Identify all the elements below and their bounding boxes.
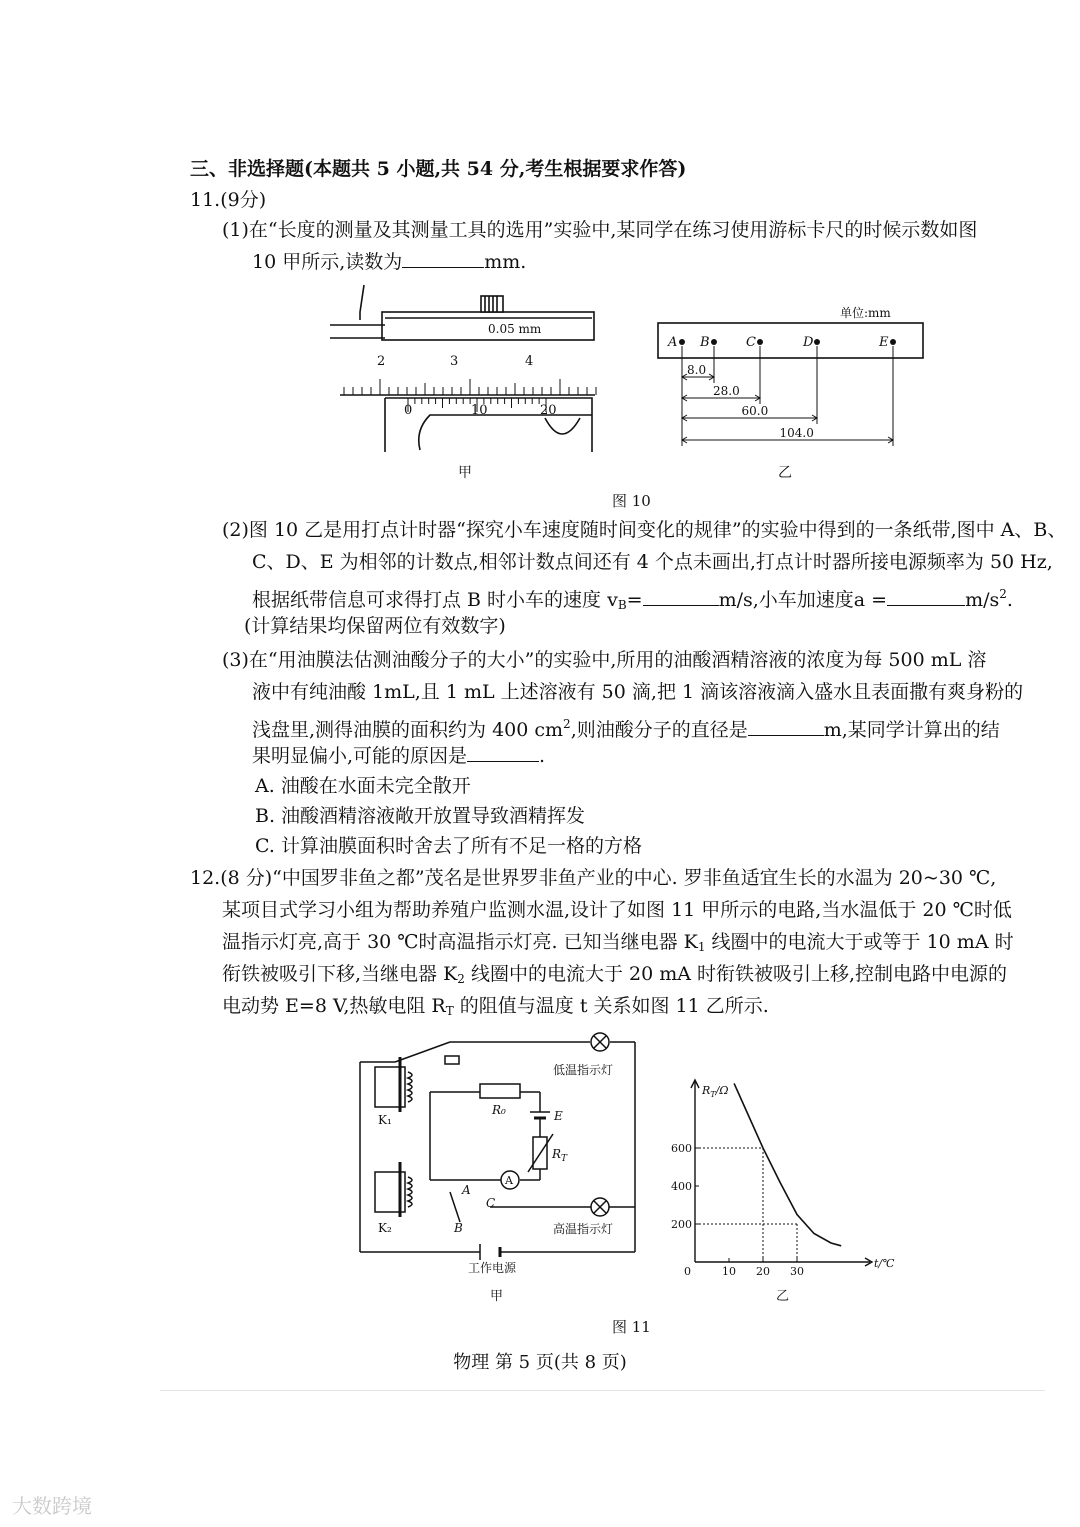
tape-dimensions	[682, 346, 893, 446]
answer-blank-reason	[467, 743, 539, 762]
figure-11-caption: 图 11	[612, 1318, 651, 1336]
q11-part3-line1: (3)在“用油膜法估测油酸分子的大小”的实验中,所用的油酸酒精溶液的浓度为每 500 mL 溶	[222, 649, 987, 671]
k2-armature	[450, 1192, 460, 1222]
k2-coil	[408, 1177, 412, 1207]
area-exponent: 2	[563, 717, 571, 731]
tape-point-b	[711, 339, 717, 345]
q11-part3-tail: m,某同学计算出的结	[823, 719, 1000, 741]
tape-point-c	[757, 339, 763, 345]
q11-part3-line4	[252, 742, 545, 770]
q11-header: 11.(9分)	[190, 189, 267, 211]
q11-part3-reason-text: 果明显偏小,可能的原因是	[252, 745, 468, 767]
main-scale-ticks	[344, 379, 596, 395]
caliper-caption: 甲	[458, 465, 472, 481]
tape-distance-label: 60.0	[741, 404, 769, 418]
section-title: 三、非选择题(本题共 5 小题,共 54 分,考生根据要求作答)	[190, 158, 687, 180]
rt-letter: R	[552, 1147, 562, 1161]
watermark: 大数跨境	[12, 1494, 92, 1518]
graph-xlabel: t/℃	[874, 1257, 895, 1270]
rt-label-subscript: T	[561, 1154, 568, 1164]
ylabel-letter: R	[702, 1084, 711, 1097]
tape-points	[667, 335, 896, 350]
answer-blank-caliper	[402, 249, 484, 268]
x-tick-label: 20	[756, 1265, 770, 1278]
tape-point-label: B	[700, 335, 710, 350]
footer-divider	[160, 1390, 1045, 1391]
thermistor-slash	[528, 1134, 553, 1172]
contact-c-label: C	[486, 1196, 496, 1210]
tape-unit: 单位:mm	[840, 306, 891, 320]
figure-11-graph	[660, 1072, 910, 1312]
vernier-body	[385, 398, 592, 452]
q12-line5-text: 电动势 E=8 V,热敏电阻 R	[222, 995, 446, 1017]
q11-part2-line1: (2)图 10 乙是用打点计时器“探究小车速度随时间变化的规律”的实验中得到的一条纸带,图中 A、B、	[222, 519, 1067, 541]
y-tick-label: 400	[671, 1180, 692, 1193]
tape-caption: 乙	[778, 465, 792, 481]
x-tick-label: 30	[790, 1265, 804, 1278]
graph-ticks	[671, 1142, 804, 1278]
main-label-2: 2	[377, 354, 386, 369]
rt-subscript: T	[445, 1004, 454, 1018]
page-footer: 物理 第 5 页(共 8 页)	[453, 1352, 627, 1373]
k1-label: K₁	[378, 1113, 392, 1127]
circuit-caption: 甲	[490, 1289, 504, 1304]
k2-label: K₂	[378, 1221, 392, 1235]
figure-10-caption: 图 10	[612, 492, 651, 510]
k1-contact	[445, 1056, 459, 1064]
q11-part3-diameter-text: ,则油酸分子的直径是	[570, 719, 748, 741]
graph-caption: 乙	[776, 1289, 790, 1304]
rt-label	[551, 1147, 568, 1164]
q12-line3-text: 温指示灯亮,高于 30 ℃时高温指示灯亮. 已知当继电器 K	[222, 931, 698, 953]
q11-part3-line2: 液中有纯油酸 1mL,且 1 mL 上述溶液有 50 滴,把 1 滴该溶液滴入盛水且表面撒有爽身粉的	[252, 681, 1024, 703]
period: .	[539, 745, 546, 767]
vernier-label-0: 0	[404, 403, 413, 418]
equals-sign: =	[626, 589, 643, 611]
q11-part2-note: (计算结果均保留两位有效数字)	[244, 615, 506, 637]
q11-part2-line2: C、D、E 为相邻的计数点,相邻计数点间还有 4 个点未画出,打点计时器所接电源频率为 50 Hz,	[252, 551, 1053, 573]
accel-unit: m/s	[965, 589, 1000, 611]
q11-part1-text: 10 甲所示,读数为	[252, 251, 403, 273]
option-c: C. 计算油膜面积时舍去了所有不足一格的方格	[255, 835, 642, 857]
q11-part3-area-text: 浅盘里,测得油膜的面积约为 400 cm	[252, 719, 564, 741]
r0-resistor	[480, 1084, 520, 1098]
answer-blank-diameter	[748, 717, 824, 736]
q12-line4	[222, 960, 1007, 993]
q11-part2-accel-text: m/s,小车加速度a =	[718, 589, 888, 611]
tape-point-label: C	[746, 335, 756, 350]
option-b: B. 油酸酒精溶液敞开放置导致酒精挥发	[255, 805, 586, 827]
q11-part2-velocity-text: 根据纸带信息可求得打点 B 时小车的速度 v	[252, 589, 618, 611]
vernier-caliper	[330, 285, 595, 452]
tape-point-label: A	[668, 335, 678, 350]
q12-line3	[222, 928, 1014, 961]
tape-distance-label: 28.0	[713, 384, 740, 398]
option-a: A. 油酸在水面未完全散开	[255, 775, 471, 797]
q12-line5	[222, 992, 769, 1025]
q12-line3-tail: 线圈中的电流大于或等于 10 mA 时	[705, 931, 1014, 953]
q11-part3-line3	[252, 710, 1000, 744]
k1-coil	[408, 1072, 412, 1102]
vernier-label-10: 10	[471, 403, 488, 418]
q11-part1-line1: (1)在“长度的测量及其测量工具的选用”实验中,某同学在练习使用游标卡尺的时候示数如图	[222, 219, 978, 241]
main-label-4: 4	[525, 354, 534, 369]
power-label: 工作电源	[468, 1261, 517, 1275]
tape-point-label: E	[879, 335, 889, 350]
tape-point-e	[890, 339, 896, 345]
period: .	[1006, 589, 1013, 611]
q12-line1: 12.(8 分)“中国罗非鱼之都”茂名是世界罗非鱼产业的中心. 罗非鱼适宜生长的水温为 20~30 ℃,	[190, 867, 997, 889]
graph-guides	[695, 1148, 797, 1262]
contact-a-label: A	[462, 1183, 471, 1197]
low-lamp-label: 低温指示灯	[553, 1063, 614, 1077]
vernier-thumb-rest	[545, 418, 580, 434]
velocity-subscript: B	[617, 598, 627, 612]
figure-11-circuit	[350, 1022, 650, 1312]
high-lamp-label: 高温指示灯	[553, 1222, 614, 1236]
vernier-label-20: 20	[540, 403, 557, 418]
k1-armature	[395, 1042, 450, 1062]
emf-label: E	[554, 1109, 563, 1123]
tape-point-label: D	[803, 335, 814, 350]
ylabel-subscript: T	[710, 1090, 716, 1099]
q11-part1-line2	[252, 248, 526, 276]
figure-10	[330, 280, 930, 520]
ylabel-unit: /Ω	[715, 1084, 729, 1097]
graph-origin: 0	[684, 1265, 691, 1278]
k2-subscript: 2	[457, 972, 465, 986]
q11-part1-unit: mm.	[484, 251, 527, 273]
q12-line5-tail: 的阻值与温度 t 关系如图 11 乙所示.	[453, 995, 769, 1017]
q12-line4-tail: 线圈中的电流大于 20 mA 时衔铁被吸引上移,控制电路中电源的	[464, 963, 1008, 985]
tape-distance-label: 104.0	[779, 426, 814, 440]
q12-line4-text: 衔铁被吸引下移,当继电器 K	[222, 963, 458, 985]
q12-line2: 某项目式学习小组为帮助养殖户监测水温,设计了如图 11 甲所示的电路,当水温低于 20 ℃时低	[222, 899, 1012, 921]
tape-distance-label: 8.0	[687, 363, 707, 377]
answer-blank-velocity	[643, 587, 719, 606]
ammeter-label: A	[505, 1174, 513, 1187]
tape-point-a	[679, 339, 685, 345]
main-label-3: 3	[450, 354, 459, 369]
x-tick-label: 10	[722, 1265, 736, 1278]
tape-point-d	[814, 339, 820, 345]
accel-unit-exponent: 2	[999, 587, 1007, 601]
contact-b-label: B	[454, 1221, 463, 1235]
y-tick-label: 200	[671, 1218, 692, 1231]
y-tick-label: 600	[671, 1142, 692, 1155]
caliper-upper-jaw	[360, 285, 364, 320]
r0-label: R₀	[492, 1103, 506, 1117]
graph-ylabel	[701, 1084, 728, 1099]
k1-subscript: 1	[697, 940, 706, 954]
caliper-resolution: 0.05 mm	[488, 322, 542, 336]
rt-curve	[734, 1083, 841, 1245]
answer-blank-acceleration	[887, 587, 965, 606]
